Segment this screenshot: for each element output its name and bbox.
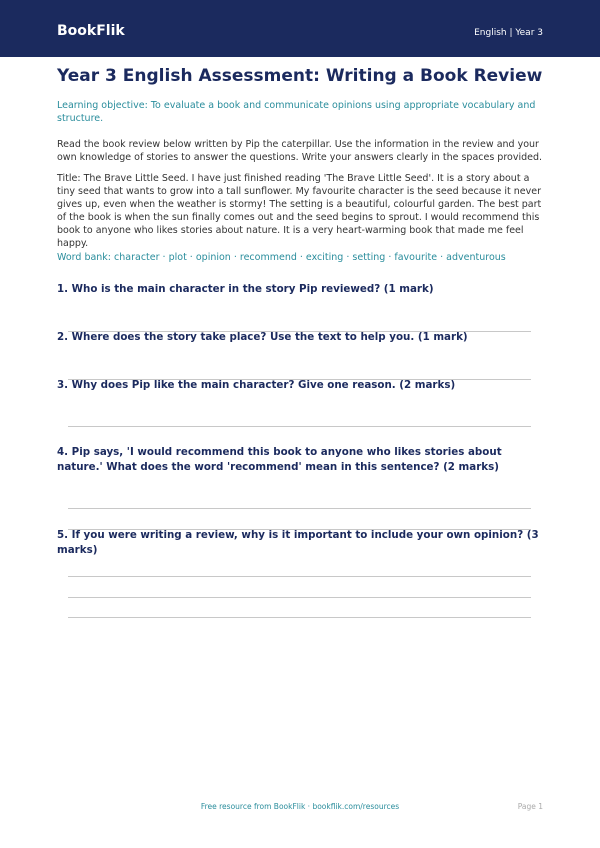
question-3: 3. Why does Pip like the main character? Give one reason. (2 marks) <box>57 379 456 391</box>
answer-line[interactable] <box>68 508 531 509</box>
learning-objective: Learning objective: To evaluate a book and communicate opinions using appropriate vocabulary and structure. <box>57 100 536 124</box>
answer-line[interactable] <box>68 597 531 598</box>
brand-logo: BookFlik <box>57 23 125 39</box>
book-review-text: Title: The Brave Little Seed. I have just finished reading 'The Brave Little Seed'. It is a story about a tiny seed that wants to grow into a tall sunflower. My favourite character is the seed because it never gives up, even when the weather is stormy! The setting is a beautiful, colourful garden. The best part of the book is when the sun finally comes out and the seed begins to sprout. I would recommend this book to anyone who likes stories about nature. It is a very heart-warming book that made me feel happy. <box>57 173 542 249</box>
question-4: 4. Pip says, 'I would recommend this book to anyone who likes stories about nature.' What does the word 'recommend' mean in this sentence? (2 marks) <box>57 446 502 473</box>
footer-link[interactable]: Free resource from BookFlik · bookflik.com/resources <box>200 802 400 811</box>
question-1: 1. Who is the main character in the story Pip reviewed? (1 mark) <box>57 283 434 295</box>
page-header <box>0 0 600 57</box>
instructions: Read the book review below written by Pip the caterpillar. Use the information in the review and your own knowledge of stories to answer the questions. Write your answers clearly in the spaces provided. <box>57 139 543 163</box>
question-5: 5. If you were writing a review, why is it important to include your own opinion? (3 marks) <box>57 529 539 556</box>
answer-line[interactable] <box>68 426 531 427</box>
answer-line[interactable] <box>68 576 531 577</box>
page-number: Page 1 <box>517 802 543 811</box>
subject-label: English | Year 3 <box>474 28 543 38</box>
page-title: Year 3 English Assessment: Writing a Book Review <box>57 66 543 86</box>
question-2: 2. Where does the story take place? Use the text to help you. (1 mark) <box>57 331 468 343</box>
answer-line[interactable] <box>68 617 531 618</box>
word-bank: Word bank: character · plot · opinion · recommend · exciting · setting · favourite · adventurous <box>57 252 506 263</box>
